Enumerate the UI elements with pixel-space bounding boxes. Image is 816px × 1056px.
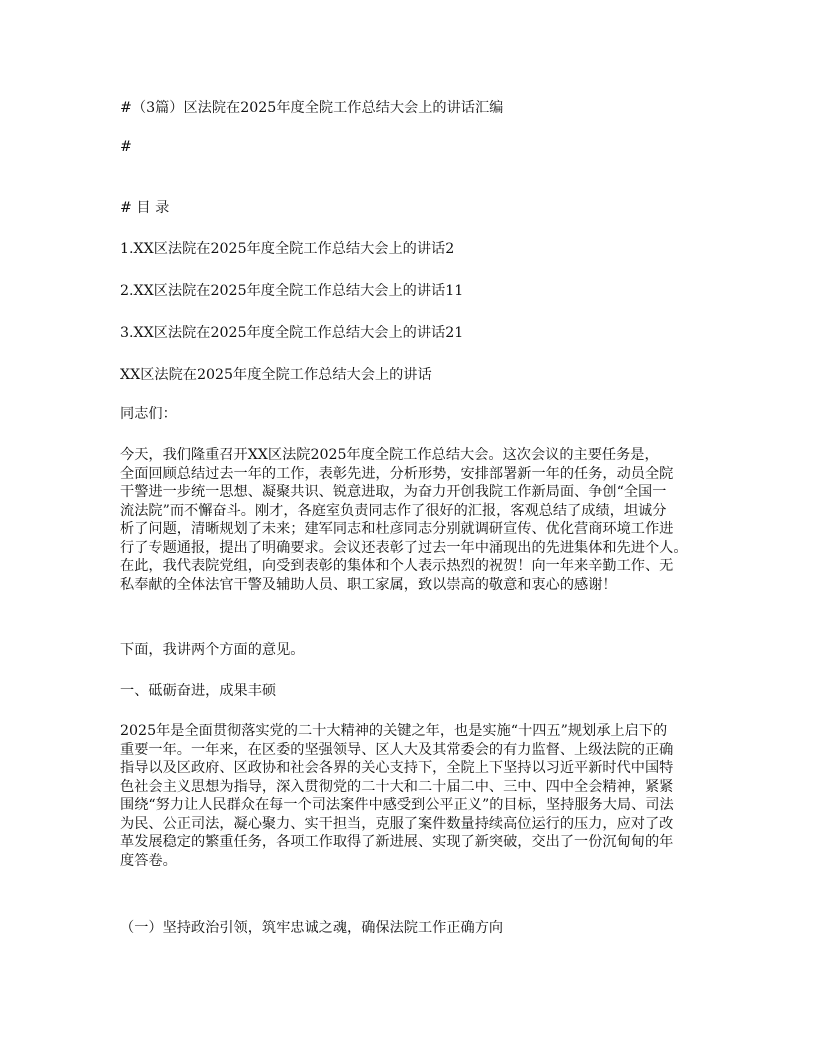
toc-item-2: 2.XX区法院在2025年度全院工作总结大会上的讲话11 — [120, 283, 464, 299]
transition-paragraph: 下面，我讲两个方面的意见。 — [120, 642, 305, 658]
paragraph-line: 私奉献的全体法官干警及辅助人员、职工家属，致以崇高的敬意和衷心的感谢！ — [120, 576, 617, 593]
paragraph-line: 在此，我代表院党组，向受到表彰的集体和个人表示热烈的祝贺！向一年来辛勤工作、无 — [120, 558, 674, 574]
paragraph-line: 重要一年。一年来，在区委的坚强领导、区人大及其常委会的有力监督、上级法院的正确 — [120, 741, 674, 758]
paragraph-line: 围绕“努力让人民群众在每一个司法案件中感受到公平正义”的目标，坚持服务大局、司法 — [120, 797, 674, 813]
paragraph-line: 析了问题，清晰规划了未来；建军同志和杜彦同志分别就调研宣传、优化营商环境工作进 — [120, 521, 674, 537]
paragraph-line: 行了专题通报，提出了明确要求。会议还表彰了过去一年中涌现出的先进集体和先进个人。 — [120, 539, 688, 556]
paragraph-line: 度答卷。 — [120, 852, 177, 869]
paragraph-line: 流法院”而不懈奋斗。刚才，各庭室负责同志作了很好的汇报，客观总结了成绩，坦诚分 — [120, 502, 667, 519]
paragraph-line: 全面回顾总结过去一年的工作，表彰先进，分析形势，安排部署新一年的任务，动员全院 — [120, 465, 674, 482]
opening-paragraph — [120, 446, 696, 594]
toc-item-1: 1.XX区法院在2025年度全院工作总结大会上的讲话2 — [120, 241, 455, 257]
speech-title: XX区法院在2025年度全院工作总结大会上的讲话 — [120, 367, 432, 383]
paragraph-line: 革发展稳定的繁重任务，各项工作取得了新进展、实现了新突破，交出了一份沉甸甸的年 — [120, 834, 674, 850]
paragraph-line: 今天，我们隆重召开XX区法院2025年度全院工作总结大会。这次会议的主要任务是， — [120, 447, 659, 463]
review-paragraph — [120, 722, 696, 870]
subsection-heading-1: （一）坚持政治引领，筑牢忠诚之魂，确保法院工作正确方向 — [120, 920, 504, 936]
section-heading-1: 一、砥砺奋进，成果丰硕 — [120, 683, 277, 699]
toc-heading: # 目 录 — [120, 200, 170, 216]
paragraph-line: 指导以及区政府、区政协和社会各界的关心支持下，全院上下坚持以习近平新时代中国特 — [120, 760, 674, 776]
toc-item-3: 3.XX区法院在2025年度全院工作总结大会上的讲话21 — [120, 325, 464, 341]
paragraph-line: 2025年是全面贯彻落实党的二十大精神的关键之年，也是实施“十四五”规划承上启下的 — [120, 723, 668, 739]
document-title: #（3篇）区法院在2025年度全院工作总结大会上的讲话汇编 — [120, 100, 504, 116]
hash-line: # — [120, 139, 132, 155]
paragraph-line: 干警进一步统一思想、凝聚共识、锐意进取，为奋力开创我院工作新局面、争创“全国一 — [120, 484, 667, 500]
paragraph-line: 为民、公正司法，凝心聚力、实干担当，克服了案件数量持续高位运行的压力，应对了改 — [120, 815, 674, 832]
salutation: 同志们： — [120, 406, 177, 422]
paragraph-line: 色社会主义思想为指导，深入贯彻党的二十大和二十届二中、三中、四中全会精神，紧紧 — [120, 778, 674, 795]
